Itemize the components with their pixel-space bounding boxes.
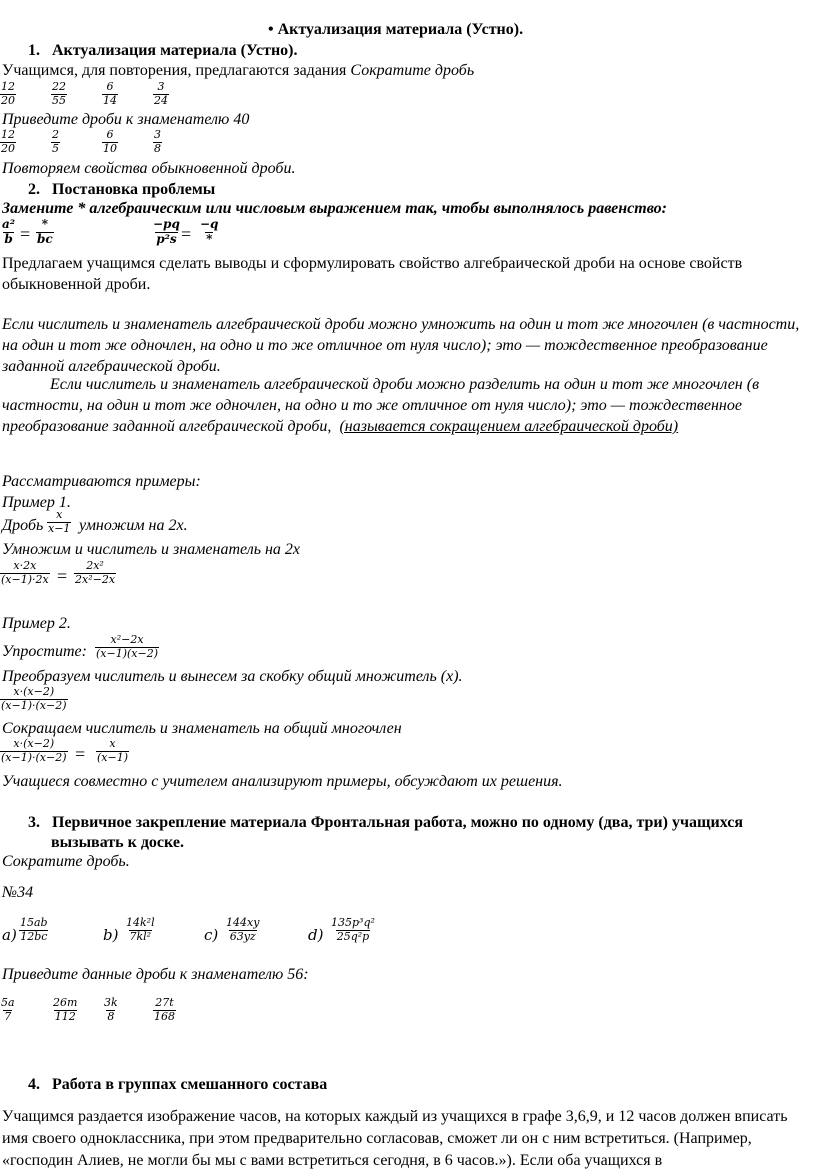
example-1-title: Пример 1. <box>2 494 71 511</box>
rule-divide-term: (называется сокращением алгебраической дроби) <box>339 418 679 435</box>
section-4-heading: 4. Работа в группах смешанного состава <box>28 1076 328 1093</box>
item-a-label: a) <box>2 926 17 944</box>
example-2-title: Пример 2. <box>2 615 71 632</box>
example-2-line3: Сокращаем числитель и знаменатель на общий многочлен <box>2 720 402 737</box>
section-4-text: Учащимся раздается изображение часов, на которых каждый из учащихся в графе 3,6,9, и 12 часов должен вписать имя своего одноклассника, при этом предварительно согласовав, сможет ли он с ним встретиться. (Например, «господин Алиев, не могли бы мы с вами встретиться сегодня, в 6 часов.»). Если оба учащихся в <box>2 1108 788 1169</box>
rule-multiply: Если числитель и знаменатель алгебраической дроби можно умножить на один и тот же многочлен (в частности, на один и тот же одночлен, на одно и то же отличное от нуля число); это — тождественное преобразование заданной алгебраической дроби. <box>2 316 800 375</box>
bullet-icon: • <box>268 21 274 38</box>
item-c-label: c) <box>204 926 219 944</box>
item-b-label: b) <box>103 926 119 944</box>
fraction-56-3: $\frac{3k}{8}$ <box>104 996 118 1023</box>
eq2-right: −q * <box>200 217 219 246</box>
example-2-fraction: $\frac{\text{x²−2x}}{(x-1)(x-2)}$ <box>96 633 159 660</box>
eq1-sign: = <box>20 224 31 244</box>
fraction-56-1: $\frac{5a}{7}$ <box>1 996 15 1023</box>
example-1-line2: Умножим и числитель и знаменатель на 2x <box>2 541 301 558</box>
fraction-56-2: $\frac{26m}{112}$ <box>53 996 78 1023</box>
fraction-a-2: $\frac{22}{55}$ <box>52 80 66 107</box>
example-2-simplify: Упростите: <box>2 643 87 660</box>
fraction-b-4: $\frac{3}{8}$ <box>154 128 161 155</box>
section-3-task: Сократите дробь. <box>2 853 130 870</box>
page-title: • Актуализация материала (Устно). <box>268 21 524 38</box>
fraction-b-3: $\frac{6}{10}$ <box>103 128 117 155</box>
example-1-line1a: Дробь <box>2 517 44 534</box>
example-2-eq-right: $\frac{x}{(x-1)}$ <box>97 737 129 764</box>
example-1-eq-sign: = <box>57 566 68 586</box>
example-2-fraction2: $\frac{x\cdot(x-2)}{(x-1)\cdot(x-2)}$ <box>1 685 67 712</box>
fraction-b-2: $\frac{2}{5}$ <box>52 128 59 155</box>
example-1-fraction: $\frac{x}{x-1}$ <box>48 508 71 535</box>
item-d-label: d) <box>308 926 324 944</box>
eq2-sign: = <box>181 224 192 244</box>
fraction-a-4: $\frac{3}{24}$ <box>154 80 168 107</box>
item-b-fraction: $\frac{\text{14k²l}}{\text{7kl²}}$ <box>126 916 155 943</box>
section-3-task2: Приведите данные дроби к знаменателю 56: <box>2 966 309 983</box>
eq1-right: * bc <box>37 217 53 246</box>
example-1-eq-right: $\frac{\text{2x²}}{\text{2x²−2x}}$ <box>75 559 116 586</box>
section-1-review: Повторяем свойства обыкновенной дроби. <box>2 160 296 177</box>
example-1-eq-left: $\frac{x\cdot 2x}{(x-1)\cdot 2x}$ <box>1 559 49 586</box>
examples-discussion: Учащиеся совместно с учителем анализируют примеры, обсуждают их решения. <box>2 773 563 790</box>
eq2-left: $\frac{-pq}{\text{p²s}}$ <box>153 217 180 246</box>
item-d-fraction: $\frac{\text{135p³q²}}{\text{25q²p}}$ <box>331 916 375 943</box>
section-1-task2: Приведите дроби к знаменателю 40 <box>2 111 250 128</box>
section-1-intro: Учащимся, для повторения, предлагаются задания Сократите дробь <box>2 62 475 79</box>
examples-intro: Рассматриваются примеры: <box>2 473 201 490</box>
fraction-56-4: $\frac{27t}{168}$ <box>154 996 175 1023</box>
section-3-heading-cont: вызывать к доске. <box>51 834 184 851</box>
example-2-eq-sign: = <box>75 744 86 764</box>
eq1-left: $\frac{\text{a²}}{b}$ <box>2 217 16 246</box>
rule-divide: Если числитель и знаменатель алгебраической дроби можно разделить на один и тот же многочлен (в частности, на один и тот же одночлен, на одно и то же отличное от нуля число); это — тождественное преобразование заданной алгебраической дроби, (называется сокращением алгебраической дроби) <box>2 376 760 435</box>
example-1-line1b: умножим на 2x. <box>79 517 188 534</box>
example-2-line2: Преобразуем числитель и вынесем за скобку общий множитель (x). <box>2 668 463 685</box>
section-2-offer: Предлагаем учащимся сделать выводы и сформулировать свойство алгебраической дроби на основе свойств обыкновенной дроби. <box>2 255 743 293</box>
example-2-eq-left: $\frac{x\cdot(x-2)}{(x-1)\cdot(x-2)}$ <box>1 737 67 764</box>
fraction-b-1: $\frac{12}{20}$ <box>1 128 15 155</box>
section-2-task: Замените * алгебраическим или числовым выражением так, чтобы выполнялось равенство: <box>2 200 667 217</box>
section-3-heading: 3. Первичное закрепление материала Фронтальная работа, можно по одному (два, три) учащихся <box>28 814 743 831</box>
item-a-fraction: $\frac{15ab}{12bc}$ <box>20 916 48 943</box>
fraction-a-1: $\frac{12}{20}$ <box>1 80 15 107</box>
fraction-a-3: $\frac{6}{14}$ <box>103 80 117 107</box>
exercise-number: №34 <box>2 884 34 901</box>
section-1-heading: 1. Актуализация материала (Устно). <box>28 42 298 59</box>
section-2-heading: 2. Постановка проблемы <box>28 181 216 198</box>
item-c-fraction: $\frac{144xy}{63yz}$ <box>226 916 260 943</box>
